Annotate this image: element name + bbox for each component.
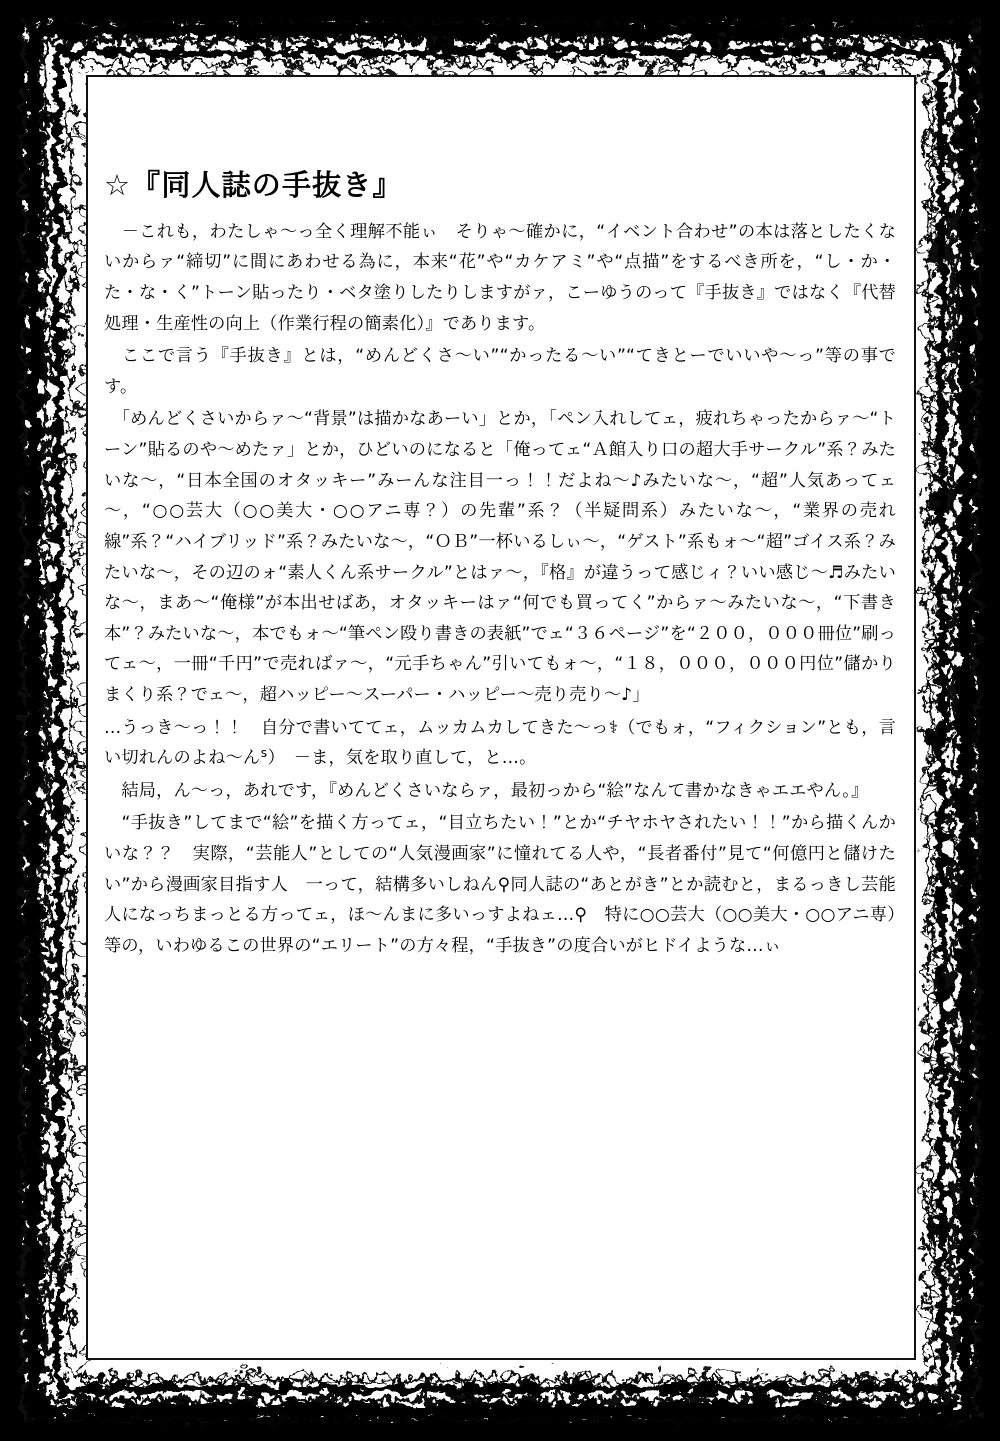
paragraph-4: …うっき～っ！！ 自分で書いててェ，ムッカムカしてきた～っ⚕（でもォ，“フィクション”とも，言い切れんのよね～んᔆ） －ま，気を取り直して，と…。: [104, 717, 896, 769]
page-title: ☆『同人誌の手抜き』: [104, 168, 403, 202]
paragraph-6: “手抜き”してまで“絵”を描く方ってェ，“目立ちたい！”とか“チヤホヤされたい！！”から描くんかいな？？ 実際，“芸能人”としての“人気漫画家”に憧れてる人や，“長者番付”見て“何億円と儲けたい”から漫画家目指す人 一って，結構多いしねん⚲同人誌の“あとがき”とか読むと，まるっきし芸能人になっちまっとる方ってェ，ほ～んまに多いっすよねェ…⚲ 特に○○芸大（○○美大・○○アニ専）等の，いわゆるこの世界の“エリート”の方々程，“手抜き”の度合いがヒドイような…ぃ: [104, 813, 896, 956]
paragraph-1: －これも，わたしゃ～っ全く理解不能ぃ そりゃ～確かに，“イベント合わせ”の本は落としたくないからァ“締切”に間にあわせる為に，本来“花”や“カケアミ”や“点描”をするべき所を，“し・か・た・な・く”トーン貼ったり・ベタ塗りしたりしますがァ，こーゆうのって『手抜き』ではなく『代替処理・生産性の向上（作業行程の簡素化）』であります。: [104, 221, 896, 334]
paragraph-3: 「めんどくさいからァ～“背景”は描かなあーい」とか，「ペン入れしてェ，疲れちゃったからァ～“トーン”貼るのや～めたァ」とか，ひどいのになると「俺ってェ“Ａ館入り口の超大手サークル”系？みたいな～，“日本全国のオタッキー”みーんな注目一っ！！だよね～♪みたいな～，“超”人気あってェ～，“○○芸大（○○美大・○○アニ専？）の先輩”系？（半疑問系）みたいな～，“業界の売れ線”系？“ハイブリッド”系？みたいな～，“ＯＢ”一杯いるしぃ～，“ゲスト”系もォ～“超”ゴイス系？みたいな～，その辺のォ“素人くん系サークル”とはァ～，『格』が違うって感じィ？いい感じ～♬みたいな～，まあ～“俺様”が本出せばあ，オタッキーはァ“何でも買ってく”からァ～みたいな～，“下書き本”？みたいな～，本でもォ～“筆ペン殴り書きの表紙”でェ“３６ページ”を“２００，０００冊位”刷ってェ～，一冊“千円”で売ればァ～，“元手ちゃん”引いてもォ～，“１８，０００，０００円位”儲かりまくり系？でェ～，超ハッピー～スーパー・ハッピー～売り売り～♪」: [104, 409, 896, 705]
article-body: [104, 168, 904, 1178]
paragraph-2: ここで言う『手抜き』とは，“めんどくさ～い”“かったる～い”“てきとーでいいや～っ”等の事です。: [104, 346, 896, 397]
paragraph-5: 結局，ん～っ，あれです，『めんどくさいならァ，最初っから“絵”なんて書かなきゃエエやん。』: [104, 780, 869, 801]
